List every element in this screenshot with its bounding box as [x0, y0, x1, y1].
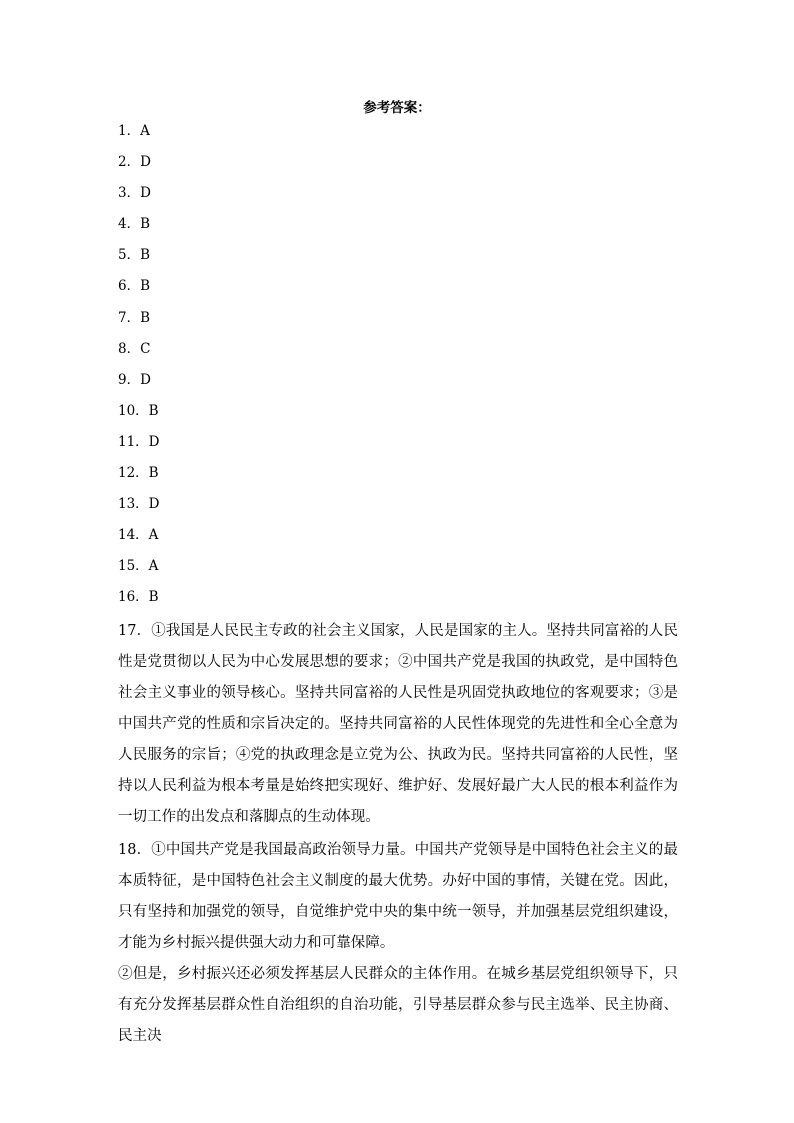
answer-18-continued-paragraph: ②但是，乡村振兴还必须发挥基层人民群众的主体作用。在城乡基层党组织领导下，只有充分发挥基层群众性自治组织的自治功能，引导基层群众参与民主选举、民主协商、民主决 — [118, 966, 678, 1044]
answer-item-1: 1．A — [118, 123, 150, 139]
answer-key-title: 参考答案： — [363, 100, 431, 116]
answer-list — [118, 121, 160, 619]
answer-17-paragraph: 17．①我国是人民民主专政的社会主义国家，人民是国家的主人。坚持共同富裕的人民性是党贯彻以人民为中心发展思想的要求；②中国共产党是我国的执政党，是中国特色社会主义事业的领导核心。坚持共同富裕的人民性是巩固党执政地位的客观要求；③是中国共产党的性质和宗旨决定的。坚持共同富裕的人民性体现党的先进性和全心全意为人民服务的宗旨；④党的执政理念是立党为公、执政为民。坚持共同富裕的人民性，坚持以人民利益为根本考量是始终把实现好、维护好、发展好最广大人民的根本利益作为一切工作的出发点和落脚点的生动体现。 — [118, 623, 678, 825]
answer-item-5: 5．B — [118, 247, 151, 264]
answer-item-13: 13．D — [118, 496, 160, 513]
answer-item-12: 12．B — [118, 465, 159, 482]
answer-item-11: 11．D — [118, 433, 160, 450]
answer-item-10: 10．B — [118, 402, 159, 419]
answer-item-4: 4．B — [118, 216, 151, 233]
answer-item-9: 9．D — [118, 371, 151, 388]
answer-item-2: 2．D — [118, 154, 151, 171]
answer-item-15: 15．A — [118, 558, 159, 575]
answer-item-3: 3．D — [118, 185, 151, 202]
answer-item-7: 7．B — [118, 309, 151, 326]
answer-item-6: 6．B — [118, 278, 151, 295]
answer-item-14: 14．A — [118, 527, 159, 544]
answer-18-paragraph: 18．①中国共产党是我国最高政治领导力量。中国共产党领导是中国特色社会主义的最本质特征，是中国特色社会主义制度的最大优势。办好中国的事情，关键在党。因此，只有坚持和加强党的领导，自觉维护党中央的集中统一领导，并加强基层党组织建设，才能为乡村振兴提供强大动力和可靠保障。 — [118, 842, 678, 951]
answer-item-16: 16．B — [118, 589, 159, 606]
answer-item-8: 8．C — [118, 340, 151, 357]
